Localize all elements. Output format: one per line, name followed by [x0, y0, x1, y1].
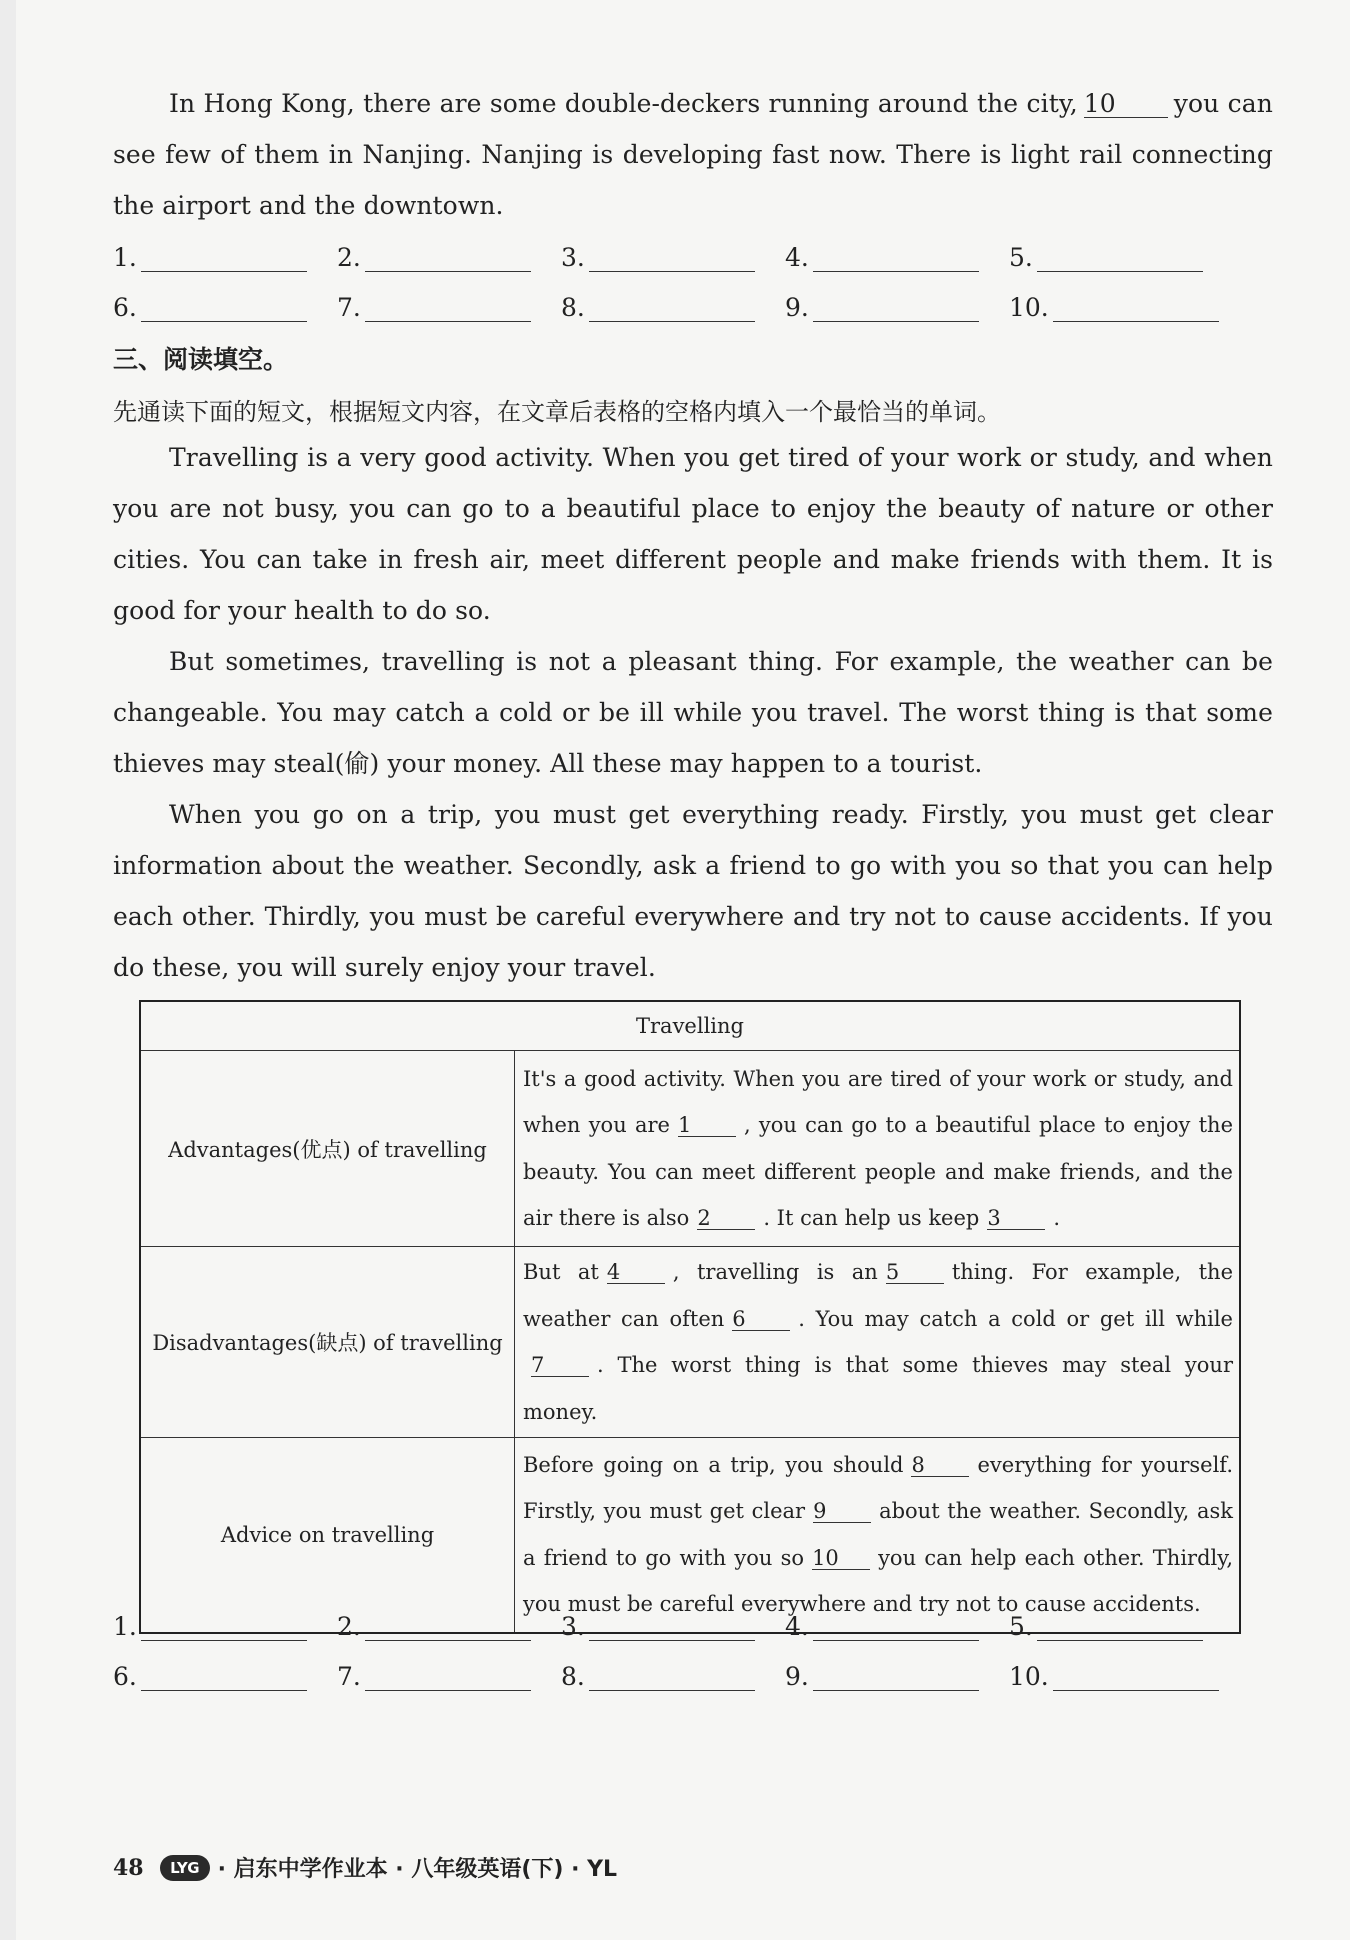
section-heading: 三、阅读填空。	[113, 345, 289, 374]
answer-line[interactable]: 4.	[785, 1612, 1009, 1641]
answer-lines-top	[113, 232, 1263, 332]
table-blank[interactable]: 6	[732, 1308, 790, 1331]
table-blank[interactable]: 3	[987, 1207, 1045, 1230]
publisher-logo: LYG	[160, 1855, 210, 1881]
page-footer	[113, 1852, 617, 1883]
answer-line[interactable]: 9.	[785, 1662, 1009, 1691]
book-title: · 启东中学作业本 · 八年级英语(下) · YL	[217, 1857, 618, 1882]
table-blank[interactable]: 10	[812, 1547, 870, 1570]
answer-line[interactable]: 2.	[337, 1612, 561, 1641]
passage-1	[113, 78, 1273, 231]
table-title: Travelling	[140, 1001, 1240, 1051]
table-blank[interactable]: 4	[607, 1261, 665, 1284]
table-row-text: Before going on a trip, you should 8 everything for yourself. Firstly, you must get clear 9 about the weather. Secondly, ask a friend to go with you so 10 you can help each other. Thirdly, you must be careful everywhere and try not to cause accidents.	[515, 1438, 1241, 1633]
passage-2	[113, 432, 1273, 993]
passage-2-paragraph-2: But sometimes, travelling is not a pleasant thing. For example, the weather can be changeable. You may catch a cold or be ill while you travel. The worst thing is that some thieves may steal(偷) your money. All these may happen to a tourist.	[113, 647, 1273, 778]
table-blank[interactable]: 2	[697, 1207, 755, 1230]
answer-line[interactable]: 5.	[1009, 243, 1233, 272]
table-row-label: Advice on travelling	[140, 1438, 515, 1633]
table-row-label: Advantages(优点) of travelling	[140, 1051, 515, 1247]
answer-line[interactable]: 1.	[113, 243, 337, 272]
answer-line[interactable]: 7.	[337, 1662, 561, 1691]
passage-2-paragraph-1: Travelling is a very good activity. When you get tired of your work or study, and when you are not busy, you can go to a beautiful place to enjoy the beauty of nature or other cities. You can take in fresh air, meet different people and make friends with them. It is good for your health to do so.	[113, 443, 1273, 625]
table-row-text: But at 4 , travelling is an 5 thing. For example, the weather can often 6 . You may catch a cold or get ill while7 . The worst thing is that some thieves may steal your money.	[515, 1247, 1241, 1438]
answer-line[interactable]: 4.	[785, 243, 1009, 272]
passage-2-paragraph-3: When you go on a trip, you must get everything ready. Firstly, you must get clear information about the weather. Secondly, ask a friend to go with you so that you can help each other. Thirdly, you must be careful everywhere and try not to cause accidents. If you do these, you will surely enjoy your travel.	[113, 800, 1273, 982]
summary-table	[139, 1000, 1241, 1634]
answer-line[interactable]: 5.	[1009, 1612, 1233, 1641]
answer-line[interactable]: 1.	[113, 1612, 337, 1641]
answer-line[interactable]: 3.	[561, 243, 785, 272]
table-blank[interactable]: 5	[886, 1261, 944, 1284]
blank-10: 10	[1084, 91, 1168, 118]
answer-lines-bottom	[113, 1601, 1263, 1701]
answer-line[interactable]: 2.	[337, 243, 561, 272]
answer-line[interactable]: 9.	[785, 293, 1009, 322]
table-row-label: Disadvantages(缺点) of travelling	[140, 1247, 515, 1438]
answer-line[interactable]: 3.	[561, 1612, 785, 1641]
answer-line[interactable]: 10.	[1009, 293, 1233, 322]
passage-1-text: In Hong Kong, there are some double-deckers running around the city, 10 you can see few of them in Nanjing. Nanjing is developing fast now. There is light rail connecting the airport and the downtown.	[113, 89, 1273, 220]
page-number: 48	[113, 1854, 144, 1881]
table-blank[interactable]: 7	[531, 1354, 589, 1377]
answer-line[interactable]: 6.	[113, 1662, 337, 1691]
answer-line[interactable]: 8.	[561, 293, 785, 322]
answer-line[interactable]: 7.	[337, 293, 561, 322]
answer-line[interactable]: 10.	[1009, 1662, 1233, 1691]
table-row-text: It's a good activity. When you are tired of your work or study, and when you are 1 , you can go to a beautiful place to enjoy the beauty. You can meet different people and make friends, and the air there is also 2 . It can help us keep 3 .	[515, 1051, 1241, 1247]
table-blank[interactable]: 9	[813, 1500, 871, 1523]
table-blank[interactable]: 8	[911, 1454, 969, 1477]
answer-line[interactable]: 6.	[113, 293, 337, 322]
section-instruction: 先通读下面的短文，根据短文内容，在文章后表格的空格内填入一个最恰当的单词。	[113, 398, 1001, 426]
table-blank[interactable]: 1	[678, 1114, 736, 1137]
answer-line[interactable]: 8.	[561, 1662, 785, 1691]
